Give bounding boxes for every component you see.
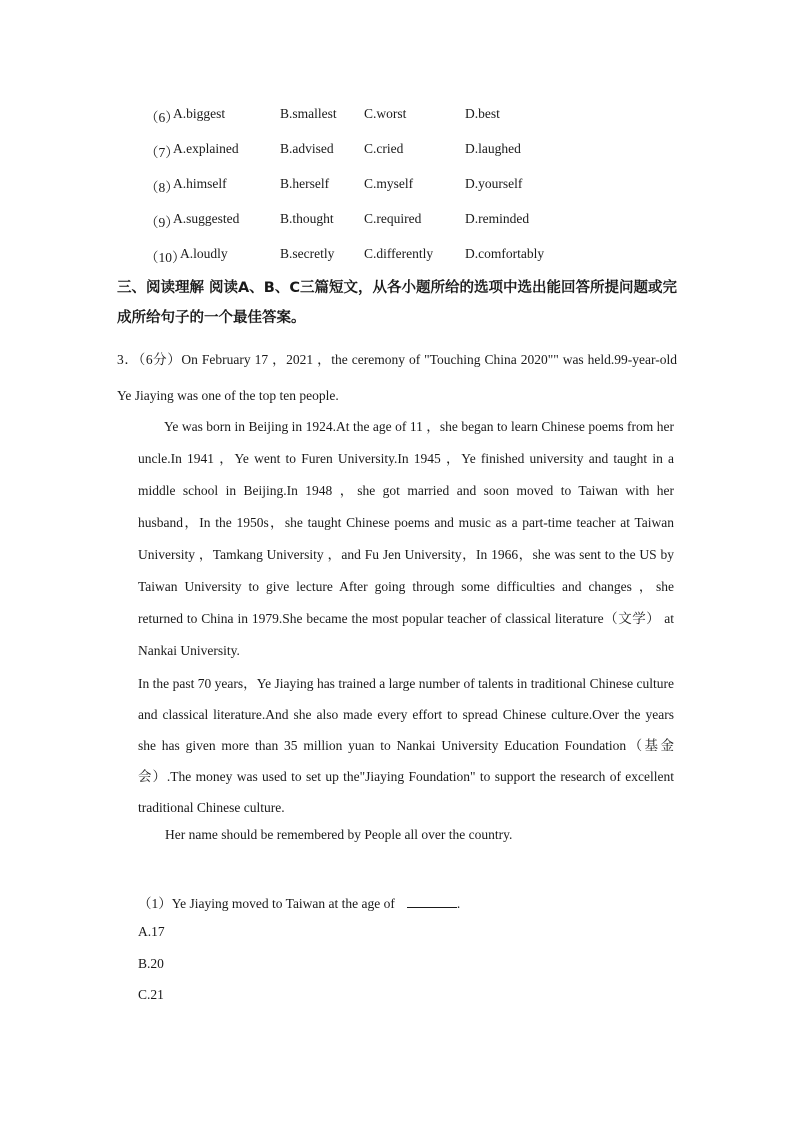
choice-c[interactable]: C.21 <box>138 987 164 1002</box>
option-d[interactable]: D.best <box>465 106 500 121</box>
question-3-header: 3．（6分）On February 17 ，2021 ，the ceremony of "Touching China 2020"" was held.99-year-old Ye Jiaying was one of the top ten people. <box>117 352 677 403</box>
option-b[interactable]: B.thought <box>280 211 334 226</box>
option-c[interactable]: C.cried <box>364 141 404 156</box>
option-d[interactable]: D.comfortably <box>465 246 545 261</box>
option-b[interactable]: B.secretly <box>280 246 335 261</box>
option-row <box>145 176 705 196</box>
answer-blank <box>407 895 457 908</box>
option-a[interactable]: A.loudly <box>180 246 228 261</box>
option-b[interactable]: B.smallest <box>280 106 337 121</box>
sub-question-1-stem: （1）Ye Jiaying moved to Taiwan at the age of <box>138 896 395 911</box>
passage-paragraph-3: Her name should be remembered by People all over the country. <box>165 827 513 842</box>
section-title: 三、阅读理解 阅读A、B、C三篇短文，从各小题所给的选项中选出能回答所提问题或完成所给句子的一个最佳答案。 <box>117 280 677 326</box>
option-a[interactable]: A.suggested <box>173 211 240 226</box>
option-number: （9） <box>145 215 179 230</box>
option-d[interactable]: D.laughed <box>465 141 521 156</box>
sub-question-1 <box>138 892 460 912</box>
option-row <box>145 246 705 266</box>
option-number: （10） <box>145 250 186 265</box>
passage-paragraph-2: In the past 70 years，Ye Jiaying has trained a large number of talents in traditional Chinese culture and classical literature.And she also made every effort to spread Chinese culture.Over the years she has given more than 35 million yuan to Nankai University Education Foundation（基金会）.The money was used to set up the"Jiaying Foundation" to support the research of excellent traditional Chinese culture. <box>138 676 674 815</box>
passage-paragraph-1: Ye was born in Beijing in 1924.At the age of 11 ，she began to learn Chinese poems from her uncle.In 1941 ，Ye went to Furen University.In 1945 ，Ye finished university and taught in a middle school in Beijing.In 1948 ，she got married and soon moved to Taiwan with her husband，In the 1950s，she taught Chinese poems and music as a part-time teacher at Taiwan University ，Tamkang University ，and Fu Jen University，In 1966，she was sent to the US by Taiwan University to give lecture After going through some difficulties and changes ，she returned to China in 1979.She became the most popular teacher of classical literature（文学） at Nankai University. <box>138 419 674 658</box>
option-row <box>145 141 705 161</box>
option-c[interactable]: C.worst <box>364 106 407 121</box>
option-c[interactable]: C.differently <box>364 246 434 261</box>
option-row <box>145 211 705 231</box>
option-a[interactable]: A.explained <box>173 141 239 156</box>
option-b[interactable]: B.herself <box>280 176 330 191</box>
option-c[interactable]: C.myself <box>364 176 414 191</box>
option-d[interactable]: D.yourself <box>465 176 523 191</box>
option-c[interactable]: C.required <box>364 211 422 226</box>
sub-question-1-end: . <box>456 896 461 911</box>
option-number: （7） <box>145 145 179 160</box>
option-row <box>145 106 705 126</box>
option-d[interactable]: D.reminded <box>465 211 530 226</box>
option-a[interactable]: A.biggest <box>173 106 226 121</box>
option-a[interactable]: A.himself <box>173 176 227 191</box>
choice-a[interactable]: A.17 <box>138 924 165 939</box>
option-b[interactable]: B.advised <box>280 141 334 156</box>
option-number: （8） <box>145 180 179 195</box>
choice-b[interactable]: B.20 <box>138 956 164 971</box>
option-number: （6） <box>145 110 179 125</box>
